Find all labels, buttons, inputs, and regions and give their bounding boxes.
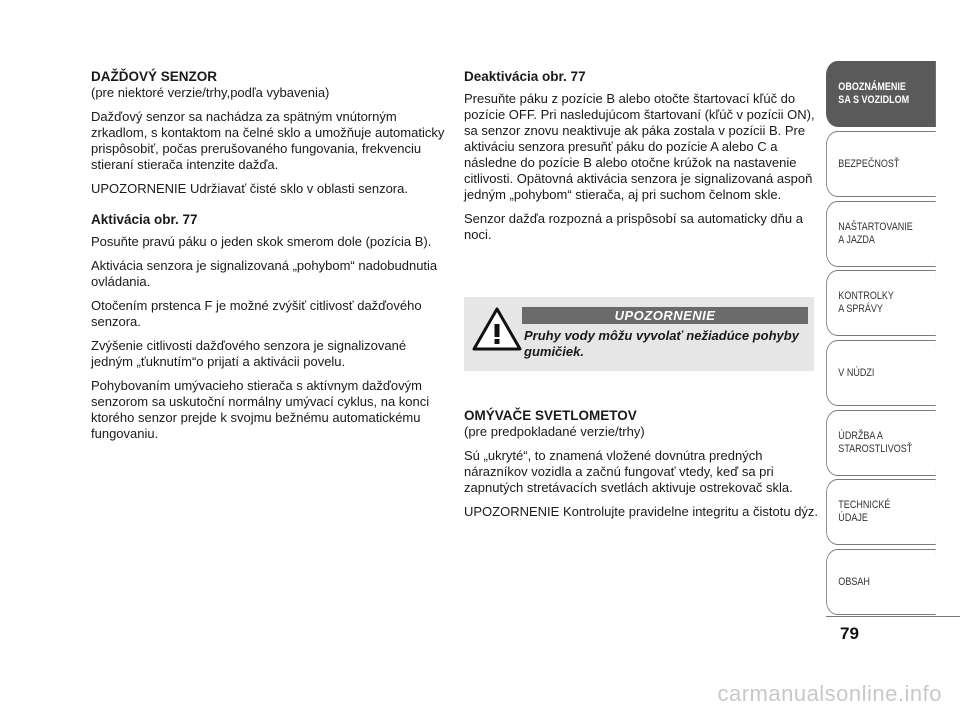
- chapter-tabs: [826, 61, 960, 619]
- warning-title: UPOZORNENIE: [522, 307, 808, 324]
- paragraph: Dažďový senzor sa nachádza za spätným vnútorným zrkadlom, s kontaktom na čelné sklo a umožňuje automaticky prispôsobiť, počas prerušovaného fungovania, frekvenciu stieraní stierača intenzite dažďa.: [91, 109, 445, 172]
- heading-deactivation: Deaktivácia obr. 77: [464, 69, 586, 84]
- page-divider: [826, 616, 960, 617]
- warning-icon: [472, 307, 522, 351]
- right-column-bottom: [464, 407, 819, 528]
- tab-maintenance[interactable]: ÚDRŽBA A STAROSTLIVOSŤ: [826, 410, 936, 476]
- paragraph: Senzor dažďa rozpozná a prispôsobí sa automaticky dňu a noci.: [464, 211, 803, 242]
- paragraph: Zvýšenie citlivosti dažďového senzora je signalizované jedným „ťuknutím“o prijatí a aktivácii povelu.: [91, 338, 407, 369]
- tab-starting-driving[interactable]: NAŠTARTOVANIE A JAZDA: [826, 201, 936, 267]
- paragraph: Aktivácia senzora je signalizovaná „pohybom“ nadobudnutia ovládania.: [91, 258, 438, 289]
- paragraph: UPOZORNENIE Udržiavať čisté sklo v oblasti senzora.: [91, 181, 408, 196]
- left-column: [91, 68, 446, 450]
- tab-contents[interactable]: OBSAH: [826, 549, 936, 615]
- tab-emergency[interactable]: V NÚDZI: [826, 340, 936, 406]
- watermark: carmanualsonline.info: [717, 681, 942, 706]
- warning-text: Pruhy vody môžu vyvolať nežiadúce pohyby gumičiek.: [524, 328, 799, 359]
- section-subtitle: (pre predpokladané verzie/trhy): [464, 424, 645, 439]
- section-title-rain-sensor: DAŽĎOVÝ SENZOR: [91, 69, 218, 84]
- tab-safety[interactable]: BEZPEČNOSŤ: [826, 131, 936, 197]
- heading-activation: Aktivácia obr. 77: [91, 212, 198, 227]
- paragraph: Presuňte páku z pozície B alebo otočte štartovací kľúč do pozície OFF. Pri nasledujúcom štartovaní (kľúč v pozícii ON), sa senzor znovu neaktivuje ak páka zostala v pozícii B. Pre aktiváciu senzora presuňť páku do pozície A alebo C a následne do pozície B alebo otočne krúžok na nastavenie citlivosti. Opätovná aktivácia senzora je signalizovaná aspoň jedným „pohybom“ stierača, aj pri suchom čelnom skle.: [464, 91, 815, 202]
- tab-warning-lights[interactable]: KONTROLKY A SPRÁVY: [826, 270, 936, 336]
- paragraph: Posuňte pravú páku o jeden skok smerom dole (pozícia B).: [91, 234, 432, 249]
- paragraph: Sú „ukryté“, to znamená vložené dovnútra predných nárazníkov vozidla a začnú fungovať vtedy, keď sa pri zapnutých stretávacích svetlách aktivuje ostrekovač skla.: [464, 448, 793, 495]
- section-title-headlight-washers: OMÝVAČE SVETLOMETOV: [464, 408, 637, 423]
- warning-box: [464, 297, 814, 371]
- section-subtitle: (pre niektoré verzie/trhy,podľa vybavenia): [91, 85, 330, 100]
- right-column-top: [464, 68, 819, 251]
- tab-familiarization[interactable]: OBOZNÁMENIE SA S VOZIDLOM: [826, 61, 936, 127]
- page-number: 79: [840, 624, 859, 643]
- paragraph: Otočením prstenca F je možné zvýšiť citlivosť dažďového senzora.: [91, 298, 422, 329]
- paragraph: UPOZORNENIE Kontrolujte pravidelne integritu a čistotu dýz.: [464, 504, 819, 519]
- tab-technical-data[interactable]: TECHNICKÉ ÚDAJE: [826, 479, 936, 545]
- paragraph: Pohybovaním umývacieho stierača s aktívnym dažďovým senzorom sa uskutoční normálny umývací cyklus, na konci ktorého senzor prejde k svojmu bežnému automatickému fungovaniu.: [91, 378, 430, 441]
